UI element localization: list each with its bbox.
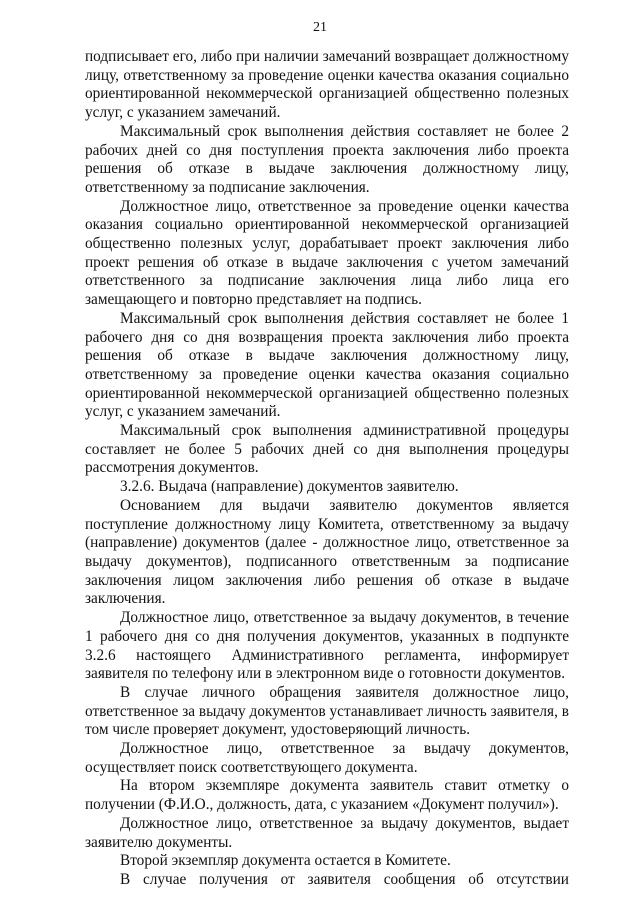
paragraph: На втором экземпляре документа заявитель ставит отметку о получении (Ф.И.О., должность, дата, с указанием «Документ получил»). [85,777,569,814]
paragraph-continued: В случае получения от заявителя сообщения об отсутствии [120,870,569,888]
paragraph: Должностное лицо, ответственное за выдачу документов, выдает заявителю документы. [85,814,569,851]
paragraph: подписывает его, либо при наличии замечаний возвращает должностному лицу, ответственному за проведение оценки качества оказания социально ориентированной некоммерческой организацией общественно полезных услуг, с указанием замечаний. [85,48,569,122]
paragraph: Максимальный срок выполнения действия составляет не более 2 рабочих дней со дня поступления проекта заключения либо проекта решения об отказе в выдаче заключения должностному лицу, ответственному за подписание заключения. [85,122,569,196]
paragraph: Должностное лицо, ответственное за выдачу документов, в течение 1 рабочего дня со дня получения документов, указанных в подпункте 3.2.6 настоящего Административного регламента, информирует заявителя по телефону или в электронном виде о готовности документов. [85,609,569,683]
paragraph: Должностное лицо, ответственное за проведение оценки качества оказания социально ориентированной некоммерческой организацией общественно полезных услуг, дорабатывает проект заключения либо проект решения об отказе в выдаче заключения с учетом замечаний ответственного за подписание заключения лица либо лица его замещающего и повторно представляет на подпись. [85,197,569,309]
page-number: 21 [313,20,327,35]
paragraph: Максимальный срок выполнения действия составляет не более 1 рабочего дня со дня возвращения проекта заключения либо проекта решения об отказе в выдаче заключения должностному лицу, ответственному за проведение оценки качества оказания социально ориентированной некоммерческой организацией общественно полезных услуг, с указанием замечаний. [85,309,569,421]
paragraph: Должностное лицо, ответственное за выдачу документов, осуществляет поиск соответствующего документа. [85,740,569,776]
paragraph: В случае личного обращения заявителя должностное лицо, ответственное за выдачу документов устанавливает личность заявителя, в том числе проверяет документ, удостоверяющий личность. [85,683,569,739]
document-body [85,48,569,890]
paragraph: Второй экземпляр документа остается в Комитете. [120,852,451,870]
section-heading: 3.2.6. Выдача (направление) документов заявителю. [120,478,459,496]
paragraph: Максимальный срок выполнения административной процедуры составляет не более 5 рабочих дней со дня выполнения процедуры рассмотрения документов. [85,422,569,477]
paragraph: Основанием для выдачи заявителю документов является поступление должностному лицу Комитета, ответственному за выдачу (направление) документов (далее - должностное лицо, ответственное за выдачу документов), подписанного ответственным за подписание заключения лицом заключения либо решения об отказе в выдаче заключения. [85,496,569,608]
